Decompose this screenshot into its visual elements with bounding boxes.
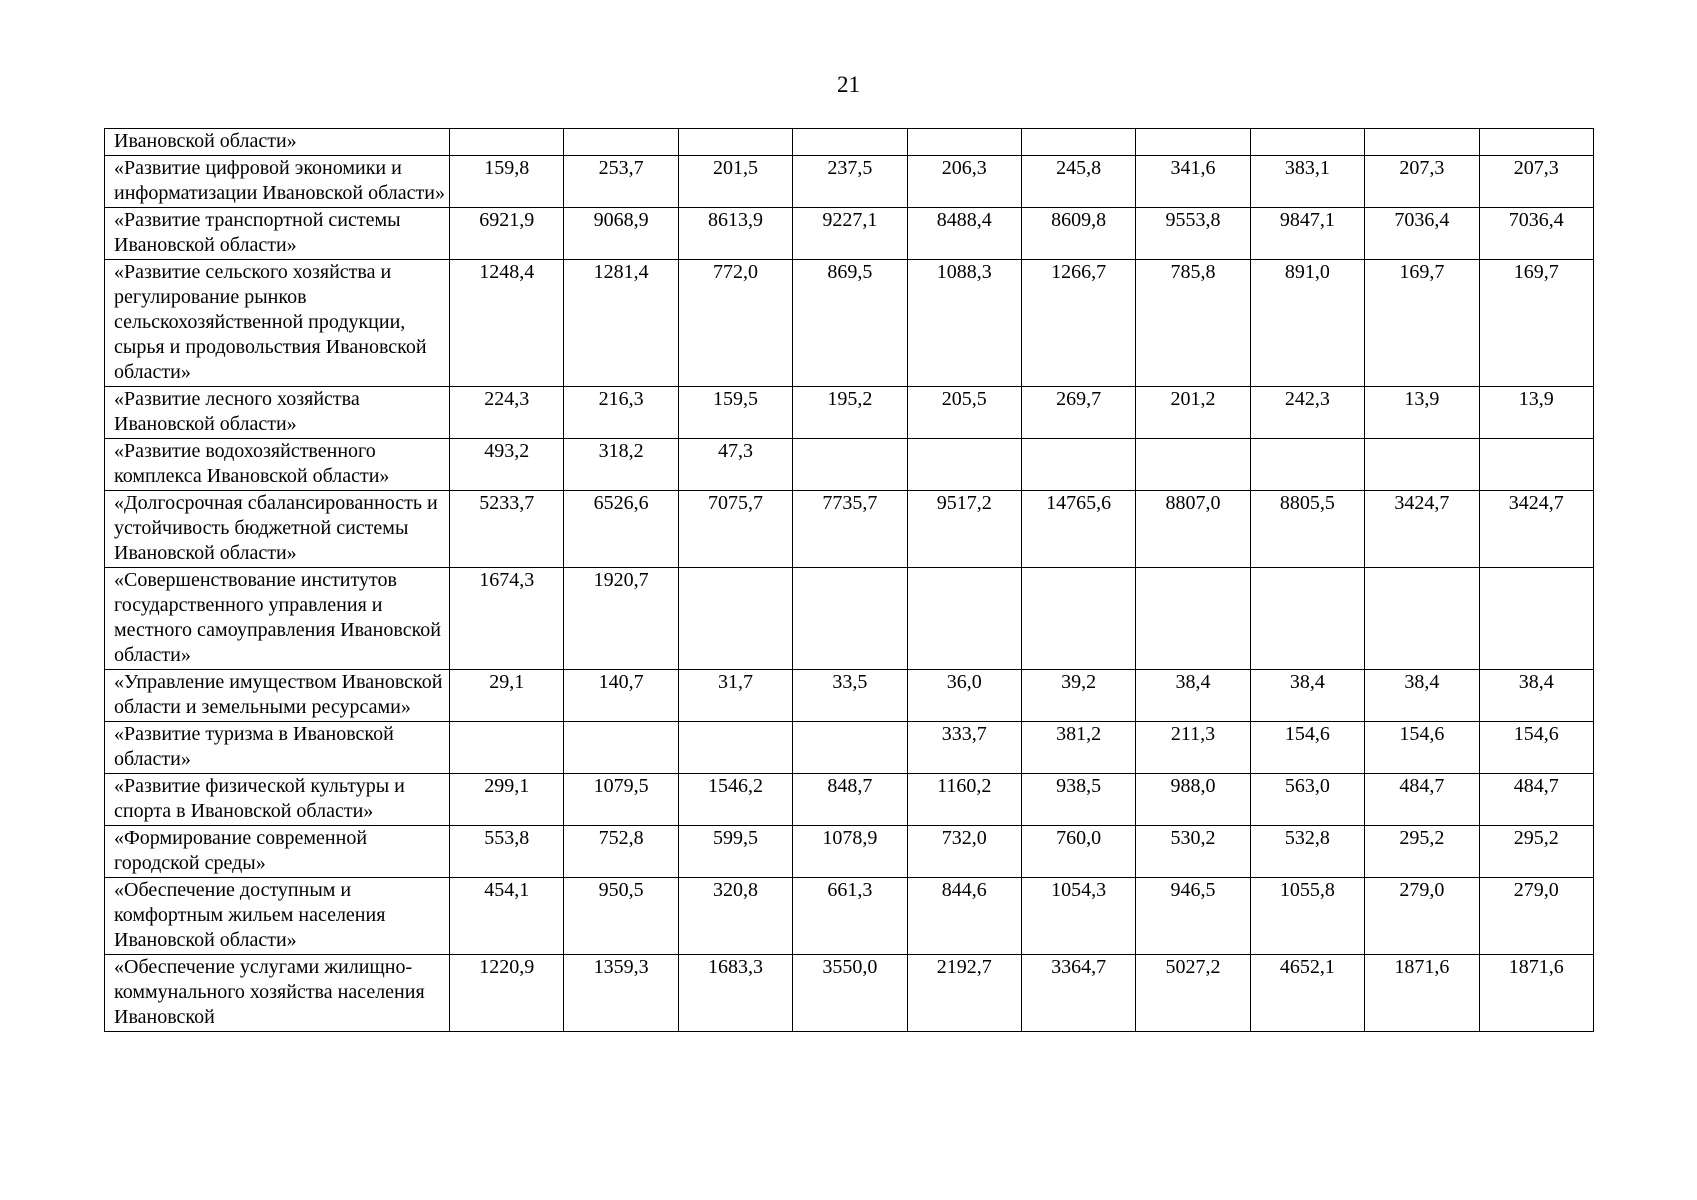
value-cell: 1088,3 [907, 260, 1021, 387]
value-cell [793, 722, 907, 774]
value-cell: 9517,2 [907, 491, 1021, 568]
value-cell: 848,7 [793, 774, 907, 826]
value-cell: 8609,8 [1021, 208, 1135, 260]
value-cell: 785,8 [1136, 260, 1250, 387]
table-row [105, 670, 1594, 722]
table-row [105, 955, 1594, 1032]
value-cell: 47,3 [678, 439, 792, 491]
value-cell: 1266,7 [1021, 260, 1135, 387]
value-cell: 5027,2 [1136, 955, 1250, 1032]
value-cell: 6921,9 [450, 208, 564, 260]
value-cell [678, 568, 792, 670]
program-name-cell: «Формирование современной городской среды» [105, 826, 450, 878]
value-cell: 295,2 [1479, 826, 1593, 878]
value-cell: 5233,7 [450, 491, 564, 568]
value-cell [1250, 129, 1364, 156]
value-cell: 237,5 [793, 156, 907, 208]
value-cell: 207,3 [1479, 156, 1593, 208]
value-cell: 844,6 [907, 878, 1021, 955]
value-cell: 1248,4 [450, 260, 564, 387]
value-cell: 201,2 [1136, 387, 1250, 439]
value-cell: 8613,9 [678, 208, 792, 260]
value-cell: 169,7 [1479, 260, 1593, 387]
value-cell: 1281,4 [564, 260, 678, 387]
value-cell: 245,8 [1021, 156, 1135, 208]
value-cell: 159,5 [678, 387, 792, 439]
value-cell: 1054,3 [1021, 878, 1135, 955]
value-cell: 732,0 [907, 826, 1021, 878]
value-cell: 279,0 [1365, 878, 1479, 955]
value-cell [564, 722, 678, 774]
value-cell: 299,1 [450, 774, 564, 826]
table-row [105, 439, 1594, 491]
value-cell: 38,4 [1136, 670, 1250, 722]
value-cell: 9553,8 [1136, 208, 1250, 260]
program-name-cell: «Развитие транспортной системы Ивановской области» [105, 208, 450, 260]
value-cell: 7036,4 [1479, 208, 1593, 260]
value-cell: 253,7 [564, 156, 678, 208]
value-cell [678, 722, 792, 774]
table-row [105, 260, 1594, 387]
value-cell: 216,3 [564, 387, 678, 439]
value-cell: 946,5 [1136, 878, 1250, 955]
value-cell: 295,2 [1365, 826, 1479, 878]
value-cell: 14765,6 [1021, 491, 1135, 568]
value-cell: 1055,8 [1250, 878, 1364, 955]
value-cell: 38,4 [1250, 670, 1364, 722]
value-cell: 1920,7 [564, 568, 678, 670]
value-cell: 530,2 [1136, 826, 1250, 878]
value-cell: 13,9 [1365, 387, 1479, 439]
value-cell [678, 129, 792, 156]
value-cell: 869,5 [793, 260, 907, 387]
value-cell [793, 129, 907, 156]
value-cell: 211,3 [1136, 722, 1250, 774]
value-cell: 206,3 [907, 156, 1021, 208]
value-cell: 8488,4 [907, 208, 1021, 260]
value-cell: 1871,6 [1479, 955, 1593, 1032]
value-cell [1136, 568, 1250, 670]
value-cell: 154,6 [1479, 722, 1593, 774]
value-cell [1479, 568, 1593, 670]
value-cell: 3424,7 [1365, 491, 1479, 568]
value-cell: 760,0 [1021, 826, 1135, 878]
value-cell: 9227,1 [793, 208, 907, 260]
value-cell [1479, 129, 1593, 156]
value-cell: 599,5 [678, 826, 792, 878]
value-cell: 6526,6 [564, 491, 678, 568]
value-cell: 39,2 [1021, 670, 1135, 722]
value-cell [1136, 439, 1250, 491]
value-cell: 661,3 [793, 878, 907, 955]
value-cell: 891,0 [1250, 260, 1364, 387]
value-cell [793, 439, 907, 491]
value-cell: 1683,3 [678, 955, 792, 1032]
page-number: 21 [837, 72, 860, 97]
table-row [105, 208, 1594, 260]
value-cell [793, 568, 907, 670]
value-cell: 988,0 [1136, 774, 1250, 826]
table-row [105, 568, 1594, 670]
program-name-cell: «Совершенствование институтов государственного управления и местного самоуправления Ивановской области» [105, 568, 450, 670]
table-row [105, 129, 1594, 156]
value-cell [1136, 129, 1250, 156]
value-cell: 31,7 [678, 670, 792, 722]
value-cell: 752,8 [564, 826, 678, 878]
value-cell: 7075,7 [678, 491, 792, 568]
value-cell: 8807,0 [1136, 491, 1250, 568]
value-cell [907, 439, 1021, 491]
table-row [105, 878, 1594, 955]
program-name-cell: «Развитие сельского хозяйства и регулирование рынков сельскохозяйственной продукции, сырья и продовольствия Ивановской области» [105, 260, 450, 387]
value-cell: 38,4 [1479, 670, 1593, 722]
value-cell: 224,3 [450, 387, 564, 439]
value-cell: 9068,9 [564, 208, 678, 260]
value-cell: 532,8 [1250, 826, 1364, 878]
table-row [105, 722, 1594, 774]
program-name-cell: «Обеспечение услугами жилищно-коммунального хозяйства населения Ивановской [105, 955, 450, 1032]
value-cell: 195,2 [793, 387, 907, 439]
value-cell: 1359,3 [564, 955, 678, 1032]
program-name-cell: «Развитие цифровой экономики и информатизации Ивановской области» [105, 156, 450, 208]
value-cell: 1078,9 [793, 826, 907, 878]
value-cell: 201,5 [678, 156, 792, 208]
value-cell [1250, 568, 1364, 670]
table-row [105, 826, 1594, 878]
value-cell: 2192,7 [907, 955, 1021, 1032]
program-name-cell: «Управление имуществом Ивановской области и земельными ресурсами» [105, 670, 450, 722]
value-cell: 772,0 [678, 260, 792, 387]
value-cell [907, 129, 1021, 156]
value-cell: 1546,2 [678, 774, 792, 826]
value-cell [1365, 129, 1479, 156]
value-cell: 381,2 [1021, 722, 1135, 774]
value-cell: 1160,2 [907, 774, 1021, 826]
table-row [105, 774, 1594, 826]
value-cell: 33,5 [793, 670, 907, 722]
value-cell: 279,0 [1479, 878, 1593, 955]
value-cell: 320,8 [678, 878, 792, 955]
value-cell: 950,5 [564, 878, 678, 955]
value-cell [450, 129, 564, 156]
value-cell: 13,9 [1479, 387, 1593, 439]
program-name-cell: Ивановской области» [105, 129, 450, 156]
value-cell: 205,5 [907, 387, 1021, 439]
value-cell: 1674,3 [450, 568, 564, 670]
value-cell: 7036,4 [1365, 208, 1479, 260]
value-cell: 333,7 [907, 722, 1021, 774]
value-cell: 484,7 [1479, 774, 1593, 826]
value-cell: 553,8 [450, 826, 564, 878]
table-row [105, 491, 1594, 568]
value-cell: 938,5 [1021, 774, 1135, 826]
program-name-cell: «Обеспечение доступным и комфортным жильем населения Ивановской области» [105, 878, 450, 955]
program-name-cell: «Развитие водохозяйственного комплекса Ивановской области» [105, 439, 450, 491]
value-cell: 154,6 [1365, 722, 1479, 774]
value-cell: 3364,7 [1021, 955, 1135, 1032]
value-cell [1365, 568, 1479, 670]
value-cell [907, 568, 1021, 670]
value-cell: 7735,7 [793, 491, 907, 568]
value-cell [1021, 439, 1135, 491]
value-cell [1021, 568, 1135, 670]
table-row [105, 156, 1594, 208]
value-cell: 140,7 [564, 670, 678, 722]
value-cell: 454,1 [450, 878, 564, 955]
value-cell [1250, 439, 1364, 491]
value-cell: 383,1 [1250, 156, 1364, 208]
value-cell: 154,6 [1250, 722, 1364, 774]
value-cell: 169,7 [1365, 260, 1479, 387]
value-cell: 1871,6 [1365, 955, 1479, 1032]
budget-table [104, 128, 1594, 1032]
table-row [105, 387, 1594, 439]
value-cell: 1079,5 [564, 774, 678, 826]
value-cell: 242,3 [1250, 387, 1364, 439]
value-cell: 493,2 [450, 439, 564, 491]
value-cell: 563,0 [1250, 774, 1364, 826]
value-cell: 9847,1 [1250, 208, 1364, 260]
value-cell: 36,0 [907, 670, 1021, 722]
value-cell [450, 722, 564, 774]
value-cell: 38,4 [1365, 670, 1479, 722]
value-cell: 484,7 [1365, 774, 1479, 826]
value-cell: 3550,0 [793, 955, 907, 1032]
value-cell [1021, 129, 1135, 156]
value-cell: 1220,9 [450, 955, 564, 1032]
program-name-cell: «Долгосрочная сбалансированность и устойчивость бюджетной системы Ивановской области» [105, 491, 450, 568]
value-cell: 207,3 [1365, 156, 1479, 208]
value-cell [1365, 439, 1479, 491]
value-cell: 3424,7 [1479, 491, 1593, 568]
table-body [105, 129, 1594, 1032]
value-cell [1479, 439, 1593, 491]
value-cell: 8805,5 [1250, 491, 1364, 568]
value-cell: 269,7 [1021, 387, 1135, 439]
program-name-cell: «Развитие физической культуры и спорта в Ивановской области» [105, 774, 450, 826]
value-cell: 341,6 [1136, 156, 1250, 208]
value-cell [564, 129, 678, 156]
value-cell: 4652,1 [1250, 955, 1364, 1032]
value-cell: 29,1 [450, 670, 564, 722]
program-name-cell: «Развитие туризма в Ивановской области» [105, 722, 450, 774]
program-name-cell: «Развитие лесного хозяйства Ивановской области» [105, 387, 450, 439]
value-cell: 318,2 [564, 439, 678, 491]
value-cell: 159,8 [450, 156, 564, 208]
